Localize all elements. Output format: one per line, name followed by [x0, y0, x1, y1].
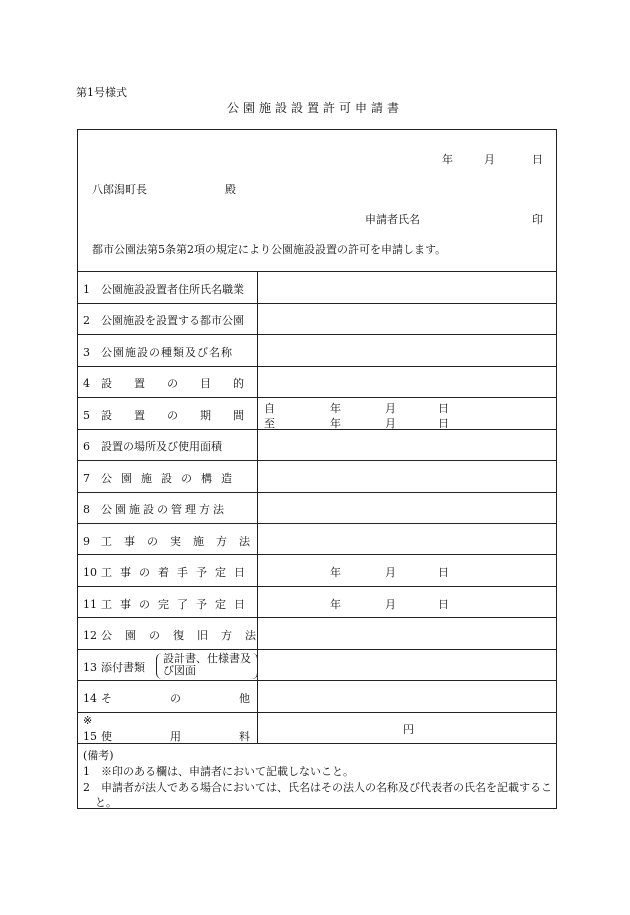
row-2-label: 2 公園施設を設置する都市公園: [83, 314, 244, 327]
row-8-label: 8 公園施設の管理方法: [83, 503, 227, 516]
row-12-label: 12 公園の復旧方法: [83, 629, 269, 642]
remarks-heading: (備考): [83, 749, 114, 762]
start-date-month: 月: [385, 566, 396, 579]
row-9-label: 9 工事の実施方法: [83, 535, 262, 548]
period-from-year: 年: [330, 402, 341, 415]
start-date-day: 日: [438, 566, 449, 579]
addressee: 八郎潟町長: [92, 183, 147, 196]
row-11-label: 11 工事の完了予定日: [83, 598, 253, 611]
divider: [78, 617, 556, 618]
row-1-label: 1 公園施設設置者住所氏名職業: [83, 283, 244, 296]
period-to: 至: [264, 417, 275, 430]
honorific: 殿: [225, 183, 236, 196]
row-5-label: 5 設置の期間: [83, 409, 266, 422]
divider: [78, 712, 556, 713]
period-from: 自: [264, 402, 275, 415]
attachment-note: 設計書、仕様書及び図面: [163, 652, 251, 677]
form-number: 第1号様式: [76, 86, 127, 99]
divider: [78, 554, 556, 555]
divider: [78, 649, 556, 650]
row-14-label: 14 その他: [83, 692, 308, 705]
row-4-label: 4 設置の目的: [83, 377, 266, 390]
row-7-label: 7 公園施設の構造: [83, 472, 241, 485]
divider: [78, 460, 556, 461]
date-day-label: 日: [532, 153, 543, 166]
completion-date-year: 年: [330, 598, 341, 611]
application-form-table: [77, 129, 557, 809]
remark-item-2-cont: と。: [95, 796, 117, 809]
divider: [78, 680, 556, 681]
completion-date-month: 月: [385, 598, 396, 611]
divider: [78, 397, 556, 398]
document-title: 公園施設設置許可申請書: [226, 101, 403, 115]
row-3-label: 3 公園施設の種類及び名称: [83, 346, 233, 359]
completion-date-day: 日: [438, 598, 449, 611]
divider: [78, 492, 556, 493]
seal-mark: 印: [532, 213, 543, 226]
date-year-label: 年: [442, 153, 453, 166]
remark-item-1: 1 ※印のある欄は、申請者において記載しないこと。: [83, 765, 354, 778]
applicant-name-label: 申請者氏名: [365, 213, 420, 226]
application-statement: 都市公園法第5条第2項の規定により公園施設設置の許可を申請します。: [92, 243, 447, 256]
date-month-label: 月: [484, 153, 495, 166]
fee-unit: 円: [403, 723, 414, 736]
start-date-year: 年: [330, 566, 341, 579]
row-6-label: 6 設置の場所及び使用面積: [83, 440, 222, 453]
period-to-day: 日: [438, 417, 449, 430]
period-from-day: 日: [438, 402, 449, 415]
divider: [78, 366, 556, 367]
divider: [78, 429, 556, 430]
period-to-month: 月: [385, 417, 396, 430]
not-applicant-mark: ※: [83, 714, 93, 727]
divider: [78, 303, 556, 304]
remark-item-2: 2 申請者が法人である場合においては、氏名はその法人の名称及び代表者の氏名を記載するこ: [83, 781, 552, 794]
period-from-month: 月: [385, 402, 396, 415]
divider: [78, 271, 556, 272]
divider: [78, 523, 556, 524]
row-15-label: 15 使用料: [83, 730, 308, 743]
row-10-label: 10 工事の着手予定日: [83, 566, 253, 579]
divider: [78, 334, 556, 335]
row-13-label: 13 添付書類: [83, 661, 145, 674]
period-to-year: 年: [330, 417, 341, 430]
divider: [78, 586, 556, 587]
